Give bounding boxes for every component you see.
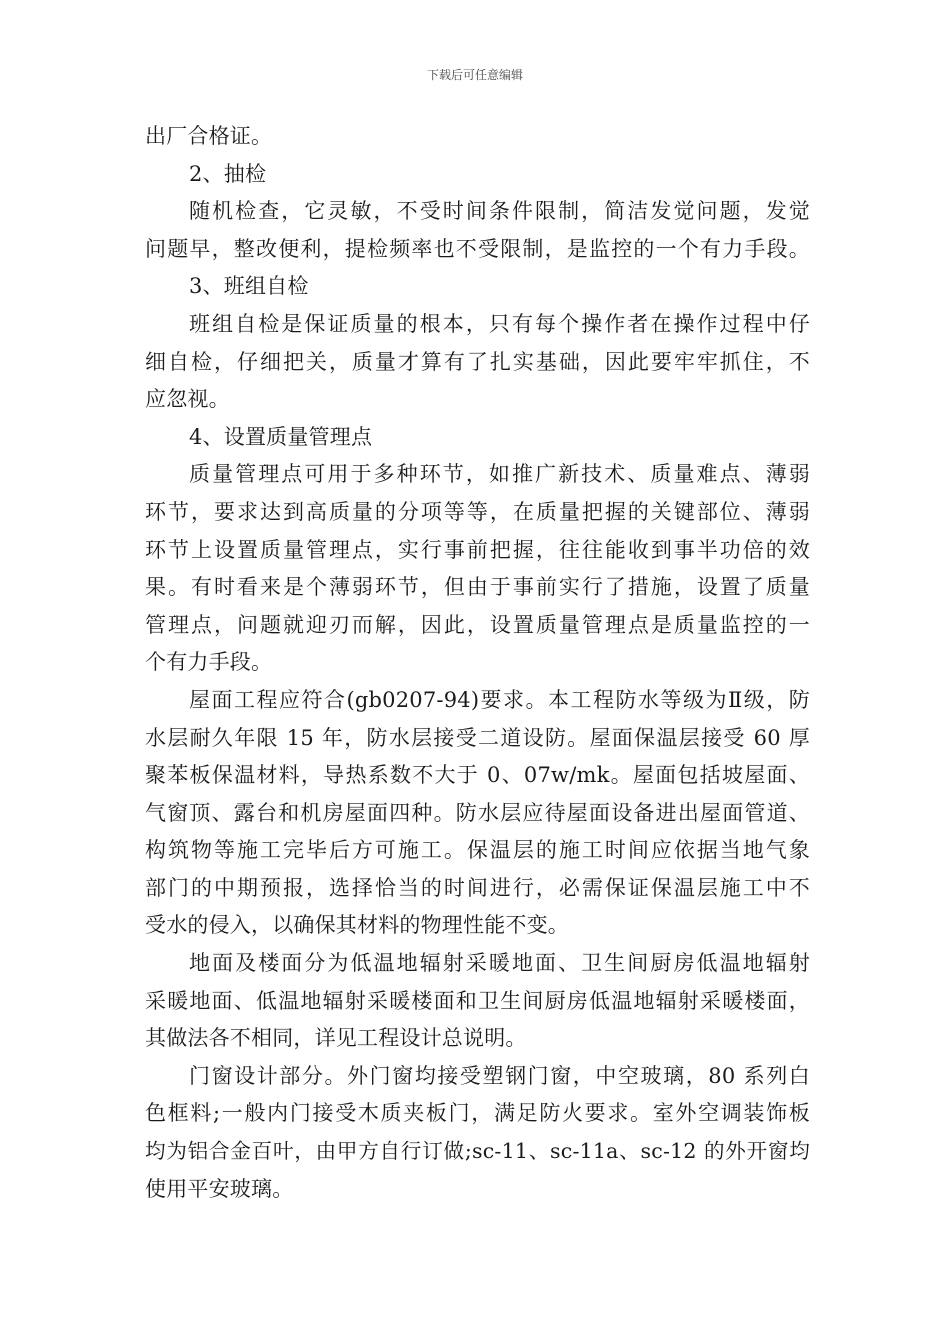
text-line: 水层耐久年限 15 年，防水层接受二道设防。屋面保温层接受 60 厚: [145, 725, 810, 750]
text-line: 屋面工程应符合(gb0207-94)要求。本工程防水等级为Ⅱ级，防: [189, 687, 810, 712]
text-line: 气窗顶、露台和机房屋面四种。防水层应待屋面设备进出屋面管道、: [145, 800, 810, 825]
text-line: 环节，要求达到高质量的分项等等，在质量把握的关键部位、薄弱: [145, 499, 810, 524]
text-line: 采暖地面、低温地辐射采暖楼面和卫生间厨房低温地辐射采暖楼面，: [145, 988, 810, 1013]
text-line: 随机检查，它灵敏，不受时间条件限制，简洁发觉问题，发觉: [189, 199, 810, 224]
text-line: 环节上设置质量管理点，实行事前把握，往往能收到事半功倍的效: [145, 537, 810, 562]
text-line: 4、设置质量管理点: [189, 424, 373, 449]
text-line: 果。有时看来是个薄弱环节，但由于事前实行了措施，设置了质量: [145, 575, 810, 600]
text-line: 聚苯板保温材料，导热系数不大于 0、07w/mk。屋面包括坡屋面、: [145, 763, 810, 788]
text-line: 班组自检是保证质量的根本，只有每个操作者在操作过程中仔: [189, 311, 810, 336]
text-line: 质量管理点可用于多种环节，如推广新技术、质量难点、薄弱: [189, 462, 810, 487]
document-body: [145, 118, 810, 1208]
text-line: 使用平安玻璃。: [145, 1176, 294, 1201]
text-line: 应忽视。: [145, 387, 230, 412]
text-line: 受水的侵入，以确保其材料的物理性能不变。: [145, 913, 569, 938]
text-line: 3、班组自检: [189, 274, 309, 299]
text-line: 个有力手段。: [145, 650, 273, 675]
text-line: 2、抽检: [189, 161, 267, 186]
text-line: 地面及楼面分为低温地辐射采暖地面、卫生间厨房低温地辐射: [189, 951, 810, 976]
text-line: 构筑物等施工完毕后方可施工。保温层的施工时间应依据当地气象: [145, 838, 810, 863]
page-header: 下载后可任意编辑: [426, 68, 523, 82]
text-line: 问题早，整改便利，提检频率也不受限制，是监控的一个有力手段。: [145, 236, 810, 261]
text-line: 部门的中期预报，选择恰当的时间进行，必需保证保温层施工中不: [145, 875, 810, 900]
text-line: 均为铝合金百叶，由甲方自行订做;sc-11、sc-11a、sc-12 的外开窗均: [145, 1139, 810, 1164]
text-line: 色框料;一般内门接受木质夹板门，满足防火要求。室外空调装饰板: [145, 1101, 810, 1126]
text-line: 门窗设计部分。外门窗均接受塑钢门窗，中空玻璃，80 系列白: [189, 1063, 810, 1088]
text-line: 细自检，仔细把关，质量才算有了扎实基础，因此要牢牢抓住，不: [145, 349, 810, 374]
text-line: 出厂合格证。: [145, 124, 273, 148]
text-line: 管理点，问题就迎刃而解，因此，设置质量管理点是质量监控的一: [145, 612, 810, 637]
text-line: 其做法各不相同，详见工程设计总说明。: [145, 1026, 527, 1051]
